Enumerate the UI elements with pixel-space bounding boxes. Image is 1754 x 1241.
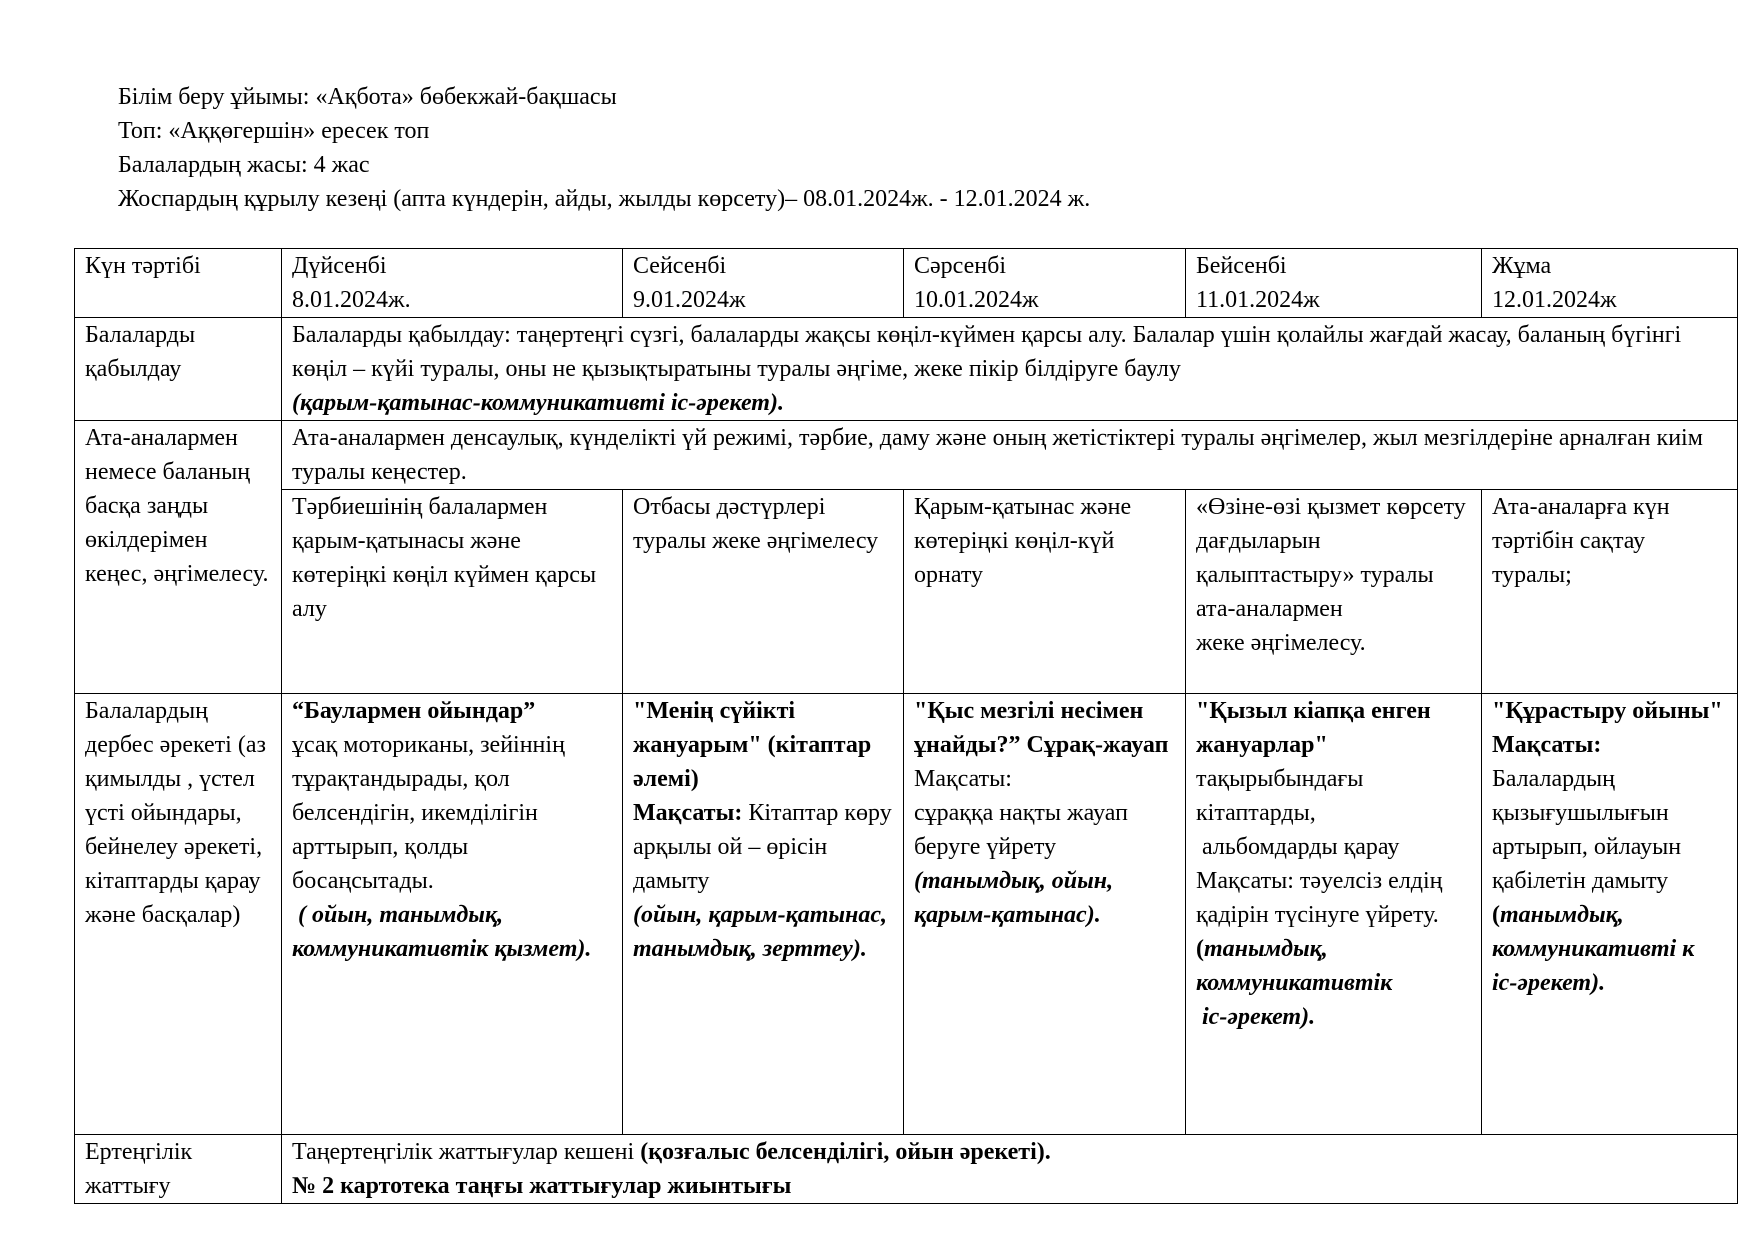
activity-tuesday bbox=[623, 694, 904, 1135]
parents-monday: Тәрбиешінің балалармен қарым-қатынасы және көтеріңкі көңіл күймен қарсы алу bbox=[282, 490, 623, 694]
activity-friday-goal-label: Мақсаты: bbox=[1492, 732, 1602, 758]
activity-friday bbox=[1482, 694, 1738, 1135]
activity-friday-goal: Балалардың қызығушылығын артырып, ойлауын қабілетін дамыту bbox=[1492, 766, 1682, 894]
parents-general-text: Ата-аналармен денсаулық, күнделікті үй режимі, тәрбие, даму және оның жетістіктері туралы әңгімелер, жыл мезгілдеріне арналған киім туралы кеңестер. bbox=[282, 421, 1738, 490]
day-header-monday: Дүйсенбі 8.01.2024ж. bbox=[282, 249, 623, 318]
exercise-label: Ертеңгілік жаттығу bbox=[75, 1135, 282, 1204]
activity-tuesday-tags: (ойын, қарым-қатынас, танымдық, зерттеу). bbox=[633, 902, 888, 962]
activity-monday bbox=[282, 694, 623, 1135]
reception-text: Балаларды қабылдау: таңертеңгі сүзгі, балаларды жақсы көңіл-күймен қарсы алу. Балалар үшін қолайлы жағдай жасау, баланың бүгінгі көңіл – күйі туралы, оны не қызықтыратыны туралы әңгіме, жеке пікір білдіруге баулу (қарым-қатынас-коммуникативті іс-әрекет). bbox=[282, 318, 1738, 421]
activity-thursday-title: "Қызыл кіапқа енген жануарлар" bbox=[1196, 698, 1431, 758]
organization-line: Білім беру ұйымы: «Ақбота» бөбекжай-бақшасы bbox=[118, 84, 617, 110]
activity-friday-tags: (танымдық, коммуникативті к іс-әрекет). bbox=[1492, 902, 1695, 996]
parents-label: Ата-аналармен немесе баланың басқа заңды өкілдерімен кеңес, әңгімелесу. bbox=[75, 421, 282, 694]
parents-wednesday: Қарым-қатынас және көтеріңкі көңіл-күй орнату bbox=[904, 490, 1186, 694]
exercise-text: Таңертеңгілік жаттығулар кешені (қозғалыс белсенділігі, ойын әрекеті). № 2 картотека таңғы жаттығулар жиынтығы bbox=[282, 1135, 1738, 1204]
exercise-card-line: № 2 картотека таңғы жаттығулар жиынтығы bbox=[292, 1173, 792, 1199]
activity-tuesday-title: "Менің сүйікті жануарым" (кітаптар әлемі) bbox=[633, 698, 872, 792]
activity-wednesday-tags: (танымдық, ойын, қарым-қатынас). bbox=[914, 868, 1114, 928]
reception-label: Балаларды қабылдау bbox=[75, 318, 282, 421]
morning-exercise-row bbox=[75, 1135, 1738, 1204]
activity-friday-title: "Құрастыру ойыны" bbox=[1492, 698, 1723, 724]
reception-activity: (қарым-қатынас-коммуникативті іс-әрекет). bbox=[292, 390, 784, 416]
activity-thursday bbox=[1186, 694, 1482, 1135]
activity-thursday-tags: (танымдық, коммуникативтік іс-әрекет). bbox=[1196, 936, 1393, 1030]
activity-label: Балалардың дербес әрекеті (аз қимылды , үстел үсті ойындары, бейнелеу әрекеті, кітаптарды қарау және басқалар) bbox=[75, 694, 282, 1135]
reception-row bbox=[75, 318, 1738, 421]
day-header-friday: Жұма 12.01.2024ж bbox=[1482, 249, 1738, 318]
age-line: Балалардың жасы: 4 жас bbox=[118, 152, 370, 178]
activity-monday-title: “Баулармен ойындар” bbox=[292, 698, 536, 724]
table-header-row bbox=[75, 249, 1738, 318]
activity-wednesday-goal: Мақсаты: сұраққа нақты жауап беруге үйрету bbox=[914, 766, 1128, 860]
day-header-tuesday: Сейсенбі 9.01.2024ж bbox=[623, 249, 904, 318]
activity-wednesday bbox=[904, 694, 1186, 1135]
independent-activity-row bbox=[75, 694, 1738, 1135]
routine-header: Күн тәртібі bbox=[75, 249, 282, 318]
group-line: Топ: «Аққөгершін» ересек топ bbox=[118, 118, 430, 144]
activity-thursday-text: тақырыбындағы кітаптарды, альбомдарды қарау Мақсаты: тәуелсіз елдің қадірін түсінуге үйрету. bbox=[1196, 766, 1443, 928]
parents-tuesday: Отбасы дәстүрлері туралы жеке әңгімелесу bbox=[623, 490, 904, 694]
activity-wednesday-title: "Қыс мезгілі несімен ұнайды?” Сұрақ-жауап bbox=[914, 698, 1169, 758]
day-header-thursday: Бейсенбі 11.01.2024ж bbox=[1186, 249, 1482, 318]
period-line: Жоспардың құрылу кезеңі (апта күндерін, айды, жылды көрсету)– 08.01.2024ж. - 12.01.2024 ж. bbox=[118, 186, 1091, 212]
activity-tuesday-goal: Мақсаты: Кітаптар көру арқылы ой – өрісін дамыту bbox=[633, 800, 892, 894]
document-header bbox=[118, 80, 1090, 216]
day-header-wednesday: Сәрсенбі 10.01.2024ж bbox=[904, 249, 1186, 318]
parents-thursday: «Өзіне-өзі қызмет көрсету дағдыларын қалыптастыру» туралы ата-аналармен жеке әңгімелесу. bbox=[1186, 490, 1482, 694]
activity-monday-tags: ( ойын, танымдық, коммуникативтік қызмет). bbox=[292, 902, 592, 962]
parents-general-row bbox=[75, 421, 1738, 490]
parents-days-row bbox=[75, 490, 1738, 694]
weekly-plan-table bbox=[74, 248, 1738, 1204]
activity-monday-text: ұсақ моториканы, зейіннің тұрақтандырады, қол белсендігін, икемділігін арттырып, қолды босаңсытады. bbox=[292, 732, 565, 894]
parents-friday: Ата-аналарға күн тәртібін сақтау туралы; bbox=[1482, 490, 1738, 694]
